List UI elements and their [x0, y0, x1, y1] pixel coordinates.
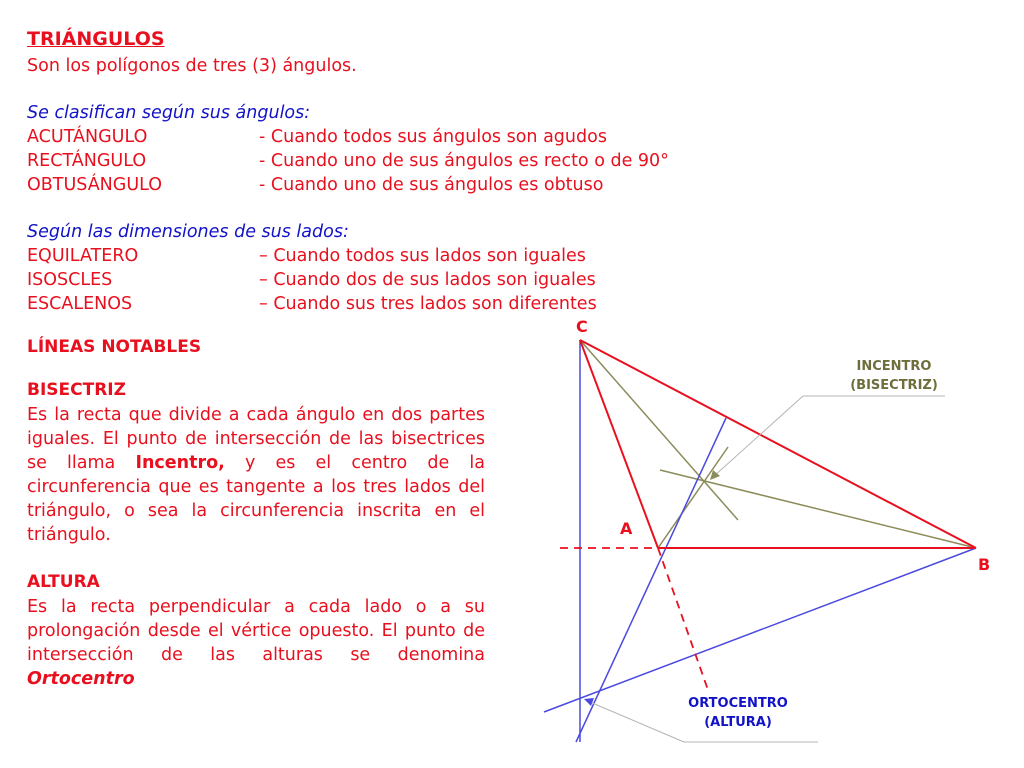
definition-text: Son los polígonos de tres (3) ángulos. — [27, 56, 357, 76]
angle-desc: - Cuando uno de sus ángulos es recto o de 90° — [259, 151, 669, 171]
sides-classification-label: Según las dimensiones de sus lados: — [27, 222, 349, 242]
side-desc: – Cuando sus tres lados son diferentes — [259, 294, 597, 313]
side-term: EQUILATERO — [27, 246, 139, 266]
ortocentro-sublabel: (ALTURA) — [704, 715, 772, 730]
vertex-label-a: A — [620, 519, 633, 538]
notable-lines-heading: LÍNEAS NOTABLES — [27, 337, 202, 357]
vertex-label-c: C — [576, 317, 588, 336]
bisectriz-text-after: y es el centro de la circunferencia que es tangente a los tres lados del triángulo, o sea la circunferencia inscrita en el triángulo. — [27, 453, 485, 545]
angle-desc: - Cuando todos sus ángulos son agudos — [259, 127, 607, 147]
angle-desc: - Cuando uno de sus ángulos es obtuso — [259, 175, 604, 195]
ortocentro-callout — [676, 694, 800, 732]
altura-heading: ALTURA — [27, 572, 100, 592]
side-desc: – Cuando dos de sus lados son iguales — [259, 270, 596, 290]
bisectriz-text-before: Es la recta que divide a cada ángulo en dos partes iguales. El punto de intersección de las bisectrices se llama — [27, 405, 485, 473]
incentro-label: INCENTRO — [856, 359, 932, 374]
incentro-sublabel: (BISECTRIZ) — [850, 378, 938, 393]
incentro-emphasis: Incentro, — [135, 453, 225, 473]
side-term: ISOSCLES — [27, 270, 113, 290]
incentro-leader-line — [713, 396, 803, 477]
side-term: ESCALENOS — [27, 294, 133, 313]
bisectriz-heading: BISECTRIZ — [27, 380, 126, 400]
page-title: TRIÁNGULOS — [27, 28, 165, 50]
vertex-label-b: B — [978, 555, 991, 574]
angle-term: OBTUSÁNGULO — [27, 175, 163, 195]
angles-classification-label: Se clasifican según sus ángulos: — [27, 103, 311, 123]
altura-text-before: Es la recta perpendicular a cada lado o a su prolongación desde el vértice opuesto. El punto de intersección de las alturas se denomina — [27, 597, 485, 665]
triangle-side-ca — [580, 340, 658, 548]
ortocentro-label: ORTOCENTRO — [688, 696, 788, 711]
altitude-extension-dashed — [658, 548, 708, 690]
ortocentro-emphasis: Ortocentro — [27, 669, 135, 689]
bisector-line-from-c — [580, 340, 738, 520]
altitude-line-from-c — [544, 548, 976, 712]
angle-term: RECTÁNGULO — [27, 151, 147, 171]
bisector-line-from-b — [660, 470, 976, 548]
ortocentro-leader-line — [590, 702, 684, 742]
angle-term: ACUTÁNGULO — [27, 127, 148, 147]
incentro-callout — [838, 357, 950, 395]
side-desc: – Cuando todos sus lados son iguales — [259, 246, 586, 266]
